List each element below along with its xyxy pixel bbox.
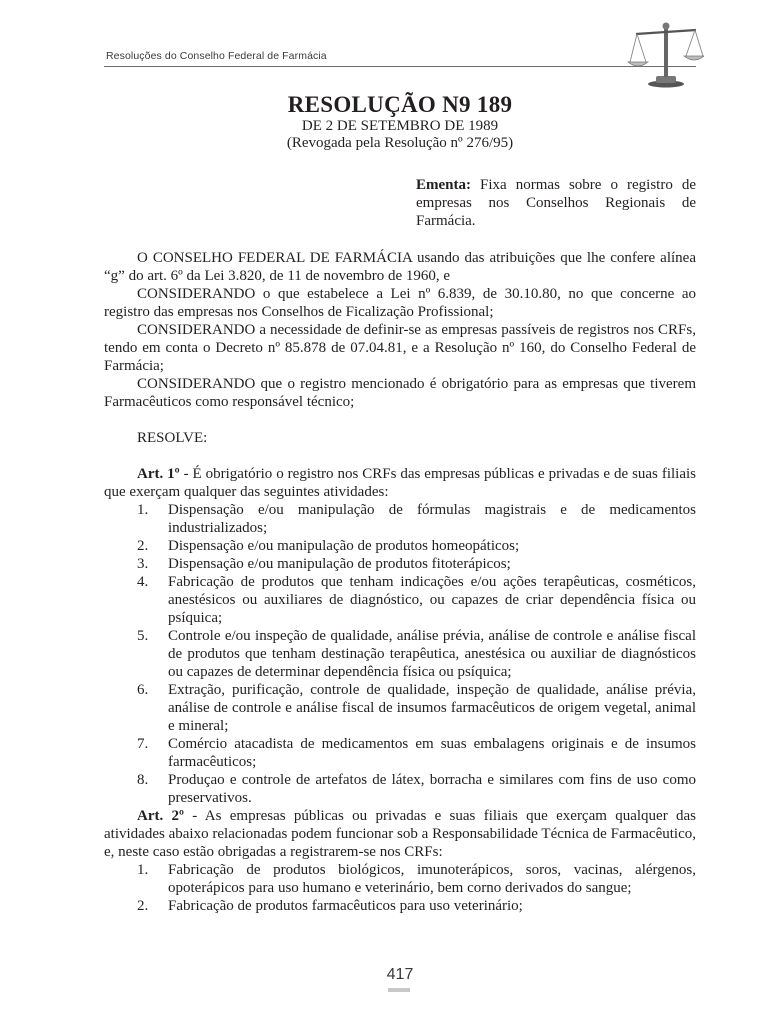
preamble-paragraph: O CONSELHO FEDERAL DE FARMÁCIA usando das atribuições que lhe confere alínea “g” do art. 6º da Lei 3.820, de 11 de novembro de 1960, e — [104, 250, 696, 284]
considerando-paragraph: CONSIDERANDO o que estabelece a Lei nº 6.839, de 30.10.80, no que concerne ao registro das empresas nos Conselhos de Ficalização Profissional; — [104, 286, 696, 320]
document-body — [104, 249, 696, 915]
list-item: 5. Controle e/ou inspeção de qualidade, análise prévia, análise de controle e análise fiscal de produtos que tenham destinação terapêutica, anestésica ou auxiliar de diagnósticos ou capazes de determinar dependência física ou psíquica; — [137, 628, 696, 680]
considerando-paragraph: CONSIDERANDO a necessidade de definir-se as empresas passíveis de registros nos CRFs, tendo em conta o Decreto nº 85.878 de 07.04.81, e a Resolução nº 160, do Conselho Federal de Farmácia; — [104, 322, 696, 374]
article-2-label: Art. 2º — [137, 808, 184, 824]
list-item: 2. Dispensação e/ou manipulação de produtos homeopáticos; — [137, 538, 520, 554]
article-1 — [104, 465, 696, 501]
article-1-list — [104, 501, 696, 807]
list-item: 7. Comércio atacadista de medicamentos em suas embalagens originais e de insumos farmacêuticos; — [137, 736, 696, 770]
list-item: 6. Extração, purificação, controle de qualidade, inspeção de qualidade, análise prévia, análise de controle e análise fiscal de insumos farmacêuticos de origem vegetal, animal e mineral; — [137, 682, 696, 734]
header-rule — [104, 66, 696, 67]
list-item: 4. Fabricação de produtos que tenham indicações e/ou ações terapêuticas, cosméticos, anestésicos ou auxiliares de diagnóstico, ou capazes de criar dependência física ou psíquica; — [137, 574, 696, 626]
title-block — [104, 92, 696, 152]
list-item: 3. Dispensação e/ou manipulação de produtos fitoterápicos; — [137, 556, 511, 572]
article-1-label: Art. 1º — [137, 466, 180, 482]
ementa-label: Ementa: — [416, 177, 471, 193]
ementa-text: Fixa normas sobre o registro de empresas nos Conselhos Regionais de Farmácia. — [416, 177, 697, 229]
scales-of-justice-icon — [626, 18, 704, 88]
resolve-heading: RESOLVE: — [137, 430, 208, 446]
article-2 — [104, 807, 696, 861]
resolution-date: DE 2 DE SETEMBRO DE 1989 — [301, 118, 499, 134]
list-item: 8. Produçao e controle de artefatos de látex, borracha e similares com fins de uso como preservativos. — [137, 772, 696, 806]
article-2-text: - As empresas públicas ou privadas e suas filiais que exerçam qualquer das atividades abaixo relacionadas podem funcionar sob a Responsabilidade Técnica de Farmacêutico, e, neste caso estão obrigadas a registrarem-se nos CRFs: — [104, 808, 697, 860]
list-item: 1. Dispensação e/ou manipulação de fórmulas magistrais e de medicamentos industrializados; — [137, 502, 696, 536]
considerando-paragraph: CONSIDERANDO que o registro mencionado é obrigatório para as empresas que tiverem Farmacêuticos como responsável técnico; — [104, 376, 696, 410]
ementa — [416, 176, 696, 230]
page-number-bar — [388, 988, 410, 992]
article-2-list — [104, 861, 696, 915]
running-head: Resoluções do Conselho Federal de Farmácia — [106, 50, 327, 62]
page-number: 417 — [386, 966, 414, 983]
list-item: 1. Fabricação de produtos biológicos, imunoterápicos, soros, vacinas, alérgenos, opoterápicos para uso humano e veterinário, bem corno derivados do sangue; — [137, 862, 696, 896]
revocation-note: (Revogada pela Resolução nº 276/95) — [286, 135, 514, 151]
article-1-text: - É obrigatório o registro nos CRFs das empresas públicas e privadas e de suas filiais que exerçam qualquer das seguintes atividades: — [104, 466, 697, 500]
list-item: 2. Fabricação de produtos farmacêuticos para uso veterinário; — [137, 898, 523, 914]
resolution-title: RESOLUÇÃO N9 189 — [287, 92, 513, 117]
